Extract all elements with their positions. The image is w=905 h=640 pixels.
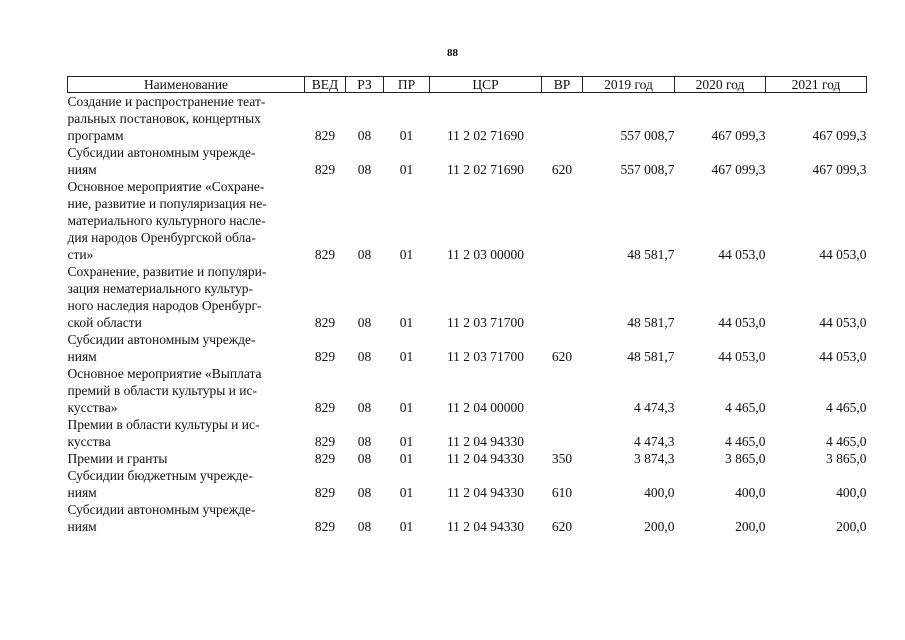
item-name-line: ской области bbox=[67, 315, 142, 330]
vr-cell bbox=[542, 178, 583, 263]
csr-cell: 11 2 04 94330 bbox=[446, 451, 525, 466]
amount-2020-cell: 44 053,0 bbox=[718, 315, 766, 330]
ved-cell: 829 bbox=[314, 349, 336, 364]
amount-2020-cell: 3 865,0 bbox=[725, 451, 766, 466]
item-name-line: Субсидии автономным учрежде- bbox=[67, 502, 256, 517]
pr-cell: 01 bbox=[399, 485, 414, 500]
col-header-2021: 2021 год bbox=[766, 77, 867, 93]
item-name-cell bbox=[68, 450, 305, 467]
csr-cell: 11 2 04 94330 bbox=[446, 485, 525, 500]
ved-cell: 829 bbox=[314, 247, 336, 262]
csr-cell: 11 2 02 71690 bbox=[446, 128, 525, 143]
item-name-line: Премии в области культуры и ис- bbox=[67, 417, 260, 432]
rz-cell: 08 bbox=[357, 247, 372, 262]
item-name-line: материального культурного насле- bbox=[67, 213, 266, 228]
item-name-cell bbox=[68, 365, 305, 416]
amount-2020-cell: 4 465,0 bbox=[725, 434, 766, 449]
vr-cell: 620 bbox=[551, 519, 573, 534]
ved-cell: 829 bbox=[314, 519, 336, 534]
rz-cell: 08 bbox=[357, 434, 372, 449]
csr-cell: 11 2 04 94330 bbox=[446, 519, 525, 534]
ved-cell: 829 bbox=[314, 315, 336, 330]
pr-cell: 01 bbox=[399, 128, 414, 143]
amount-2019-cell: 48 581,7 bbox=[627, 247, 675, 262]
item-name-cell bbox=[68, 331, 305, 365]
csr-cell: 11 2 04 00000 bbox=[446, 400, 525, 415]
amount-2019-cell: 3 874,3 bbox=[634, 451, 675, 466]
item-name-cell bbox=[68, 467, 305, 501]
item-name-line: Премии и гранты bbox=[67, 451, 168, 466]
csr-cell: 11 2 04 94330 bbox=[446, 434, 525, 449]
table-row bbox=[68, 93, 867, 145]
rz-cell: 08 bbox=[357, 451, 372, 466]
col-header-rz: РЗ bbox=[346, 77, 384, 93]
pr-cell: 01 bbox=[399, 349, 414, 364]
item-name-line: ниям bbox=[67, 485, 97, 500]
amount-2019-cell: 200,0 bbox=[644, 519, 675, 534]
item-name-line: дия народов Оренбургской обла- bbox=[67, 230, 256, 245]
pr-cell: 01 bbox=[399, 247, 414, 262]
ved-cell: 829 bbox=[314, 434, 336, 449]
amount-2021-cell: 4 465,0 bbox=[826, 400, 867, 415]
rz-cell: 08 bbox=[357, 519, 372, 534]
rz-cell: 08 bbox=[357, 485, 372, 500]
col-header-name: Наименование bbox=[68, 77, 305, 93]
item-name-line: Создание и распространение теат- bbox=[67, 94, 266, 109]
amount-2020-cell: 467 099,3 bbox=[711, 162, 766, 177]
item-name-line: Субсидии автономным учрежде- bbox=[67, 145, 256, 160]
csr-cell: 11 2 03 71700 bbox=[446, 315, 525, 330]
col-header-ved: ВЕД bbox=[305, 77, 346, 93]
item-name-cell bbox=[68, 178, 305, 263]
item-name-line: Основное мероприятие «Выплата bbox=[67, 366, 262, 381]
amount-2021-cell: 200,0 bbox=[836, 519, 867, 534]
rz-cell: 08 bbox=[357, 128, 372, 143]
csr-cell: 11 2 03 71700 bbox=[446, 349, 525, 364]
item-name-line: сти» bbox=[67, 247, 94, 262]
rz-cell: 08 bbox=[357, 400, 372, 415]
table-row bbox=[68, 467, 867, 501]
vr-cell bbox=[542, 416, 583, 450]
vr-cell bbox=[542, 93, 583, 145]
amount-2019-cell: 48 581,7 bbox=[627, 349, 675, 364]
vr-cell bbox=[542, 365, 583, 416]
table-row bbox=[68, 178, 867, 263]
ved-cell: 829 bbox=[314, 400, 336, 415]
ved-cell: 829 bbox=[314, 128, 336, 143]
table-body bbox=[68, 93, 867, 536]
amount-2020-cell: 44 053,0 bbox=[718, 247, 766, 262]
col-header-2019: 2019 год bbox=[583, 77, 675, 93]
table-row bbox=[68, 331, 867, 365]
amount-2021-cell: 4 465,0 bbox=[826, 434, 867, 449]
item-name-line: ниям bbox=[67, 519, 97, 534]
amount-2020-cell: 4 465,0 bbox=[725, 400, 766, 415]
item-name-line: программ bbox=[67, 128, 124, 143]
ved-cell: 829 bbox=[314, 485, 336, 500]
amount-2021-cell: 467 099,3 bbox=[812, 162, 867, 177]
pr-cell: 01 bbox=[399, 162, 414, 177]
table-row bbox=[68, 263, 867, 331]
pr-cell: 01 bbox=[399, 451, 414, 466]
rz-cell: 08 bbox=[357, 349, 372, 364]
item-name-line: Субсидии автономным учрежде- bbox=[67, 332, 256, 347]
item-name-cell bbox=[68, 93, 305, 145]
amount-2019-cell: 557 008,7 bbox=[620, 128, 675, 143]
amount-2019-cell: 557 008,7 bbox=[620, 162, 675, 177]
rz-cell: 08 bbox=[357, 315, 372, 330]
col-header-csr: ЦСР bbox=[430, 77, 542, 93]
amount-2019-cell: 48 581,7 bbox=[627, 315, 675, 330]
item-name-line: ного наследия народов Оренбург- bbox=[67, 298, 262, 313]
col-header-vr: ВР bbox=[542, 77, 583, 93]
item-name-line: ральных постановок, концертных bbox=[67, 111, 261, 126]
item-name-line: кусства bbox=[67, 434, 111, 449]
table-row bbox=[68, 144, 867, 178]
amount-2021-cell: 44 053,0 bbox=[819, 349, 867, 364]
ved-cell: 829 bbox=[314, 162, 336, 177]
amount-2019-cell: 4 474,3 bbox=[634, 400, 675, 415]
ved-cell: 829 bbox=[314, 451, 336, 466]
table-row bbox=[68, 416, 867, 450]
amount-2021-cell: 400,0 bbox=[836, 485, 867, 500]
col-header-pr: ПР bbox=[384, 77, 430, 93]
vr-cell: 610 bbox=[551, 485, 573, 500]
item-name-line: ниям bbox=[67, 162, 97, 177]
csr-cell: 11 2 02 71690 bbox=[446, 162, 525, 177]
amount-2020-cell: 200,0 bbox=[735, 519, 766, 534]
item-name-cell bbox=[68, 263, 305, 331]
item-name-line: зация нематериального культур- bbox=[67, 281, 253, 296]
amount-2021-cell: 44 053,0 bbox=[819, 247, 867, 262]
item-name-line: ниям bbox=[67, 349, 97, 364]
table-row bbox=[68, 365, 867, 416]
amount-2021-cell: 3 865,0 bbox=[826, 451, 867, 466]
vr-cell bbox=[542, 263, 583, 331]
item-name-line: кусства» bbox=[67, 400, 118, 415]
amount-2019-cell: 4 474,3 bbox=[634, 434, 675, 449]
amount-2021-cell: 44 053,0 bbox=[819, 315, 867, 330]
item-name-line: Субсидии бюджетным учрежде- bbox=[67, 468, 253, 483]
vr-cell: 620 bbox=[551, 349, 573, 364]
pr-cell: 01 bbox=[399, 434, 414, 449]
page-number: 88 bbox=[447, 47, 458, 59]
pr-cell: 01 bbox=[399, 400, 414, 415]
amount-2019-cell: 400,0 bbox=[644, 485, 675, 500]
table-row bbox=[68, 501, 867, 535]
budget-table bbox=[67, 76, 867, 535]
csr-cell: 11 2 03 00000 bbox=[446, 247, 525, 262]
pr-cell: 01 bbox=[399, 519, 414, 534]
item-name-cell bbox=[68, 501, 305, 535]
item-name-line: Основное мероприятие «Сохране- bbox=[67, 179, 265, 194]
item-name-line: премий в области культуры и ис- bbox=[67, 383, 257, 398]
rz-cell: 08 bbox=[357, 162, 372, 177]
pr-cell: 01 bbox=[399, 315, 414, 330]
item-name-cell bbox=[68, 144, 305, 178]
item-name-line: ние, развитие и популяризация не- bbox=[67, 196, 267, 211]
table-header bbox=[68, 77, 867, 93]
item-name-line: Сохранение, развитие и популяри- bbox=[67, 264, 267, 279]
vr-cell: 350 bbox=[551, 451, 573, 466]
amount-2020-cell: 400,0 bbox=[735, 485, 766, 500]
vr-cell: 620 bbox=[551, 162, 573, 177]
amount-2021-cell: 467 099,3 bbox=[812, 128, 867, 143]
amount-2020-cell: 467 099,3 bbox=[711, 128, 766, 143]
table-row bbox=[68, 450, 867, 467]
col-header-2020: 2020 год bbox=[675, 77, 766, 93]
item-name-cell bbox=[68, 416, 305, 450]
amount-2020-cell: 44 053,0 bbox=[718, 349, 766, 364]
